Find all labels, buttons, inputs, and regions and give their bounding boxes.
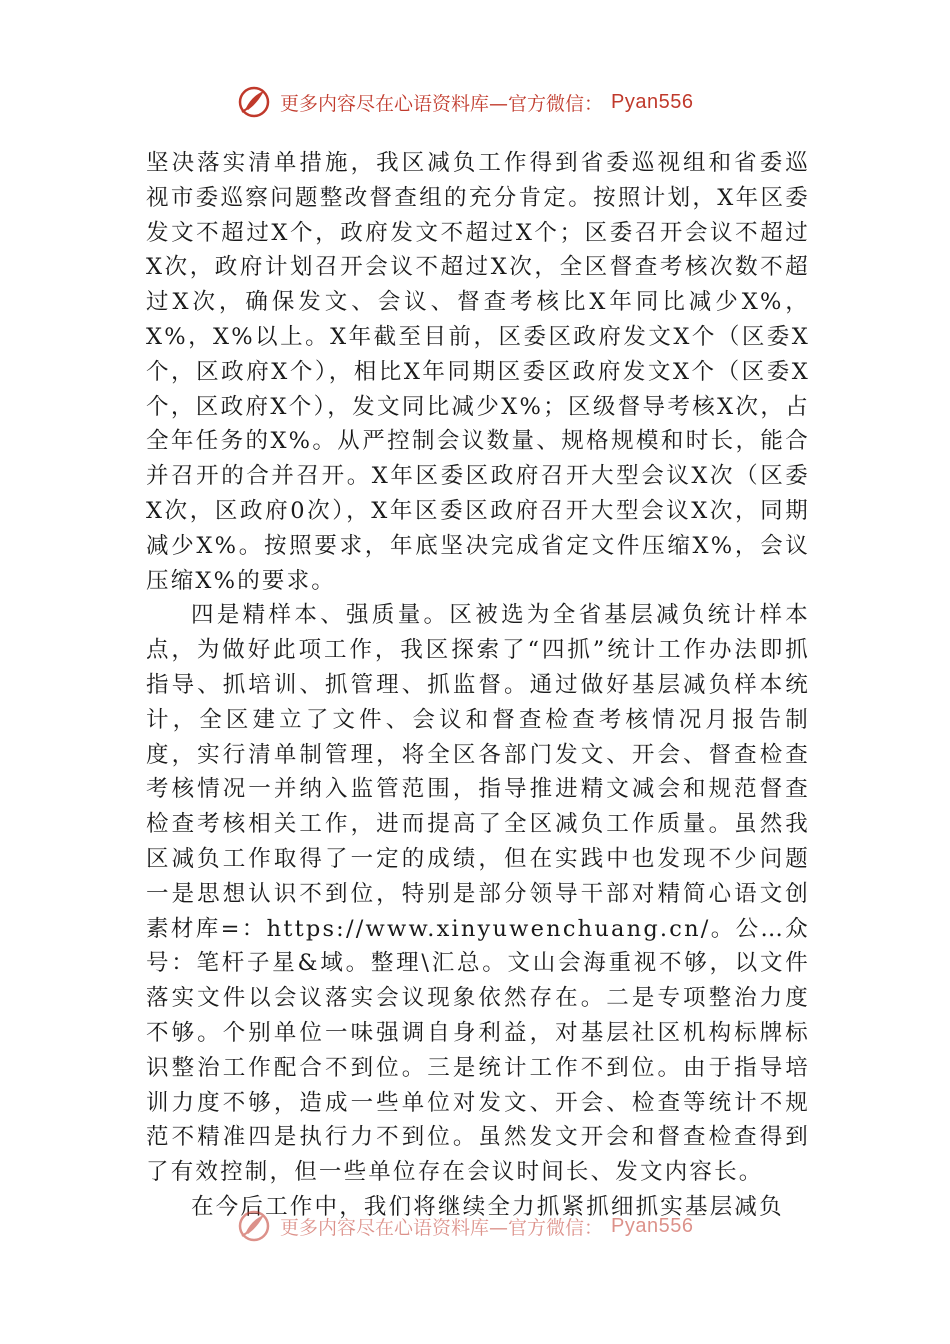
- header-wechat-id: Pyan556: [611, 90, 694, 113]
- paragraph-1: 坚决落实清单措施，我区减负工作得到省委巡视组和省委巡视市委巡察问题整改督查组的充分肯定。按照计划，X年区委发文不超过X个，政府发文不超过X个；区委召开会议不超过X次，政府计划召开会议不超过X次，全区督查考核次数不超过X次，确保发文、会议、督查考核比X年同比减少X%，X%，X%以上。X年截至目前，区委区政府发文X个（区委X个，区政府X个），相比X年同期区委区政府发文X个（区委X个，区政府X个），发文同比减少X%；区级督导考核X次，占全年任务的X%。从严控制会议数量、规格规模和时长，能合并召开的合并召开。X年区委区政府召开大型会议X次（区委X次，区政府0次），X年区委区政府召开大型会议X次，同期减少X%。按照要求，年底坚决完成省定文件压缩X%，会议压缩X%的要求。: [146, 150, 810, 594]
- paragraph-3: 在今后工作中，我们将继续全力抓紧抓细抓实基层减负: [191, 1193, 784, 1220]
- header-watermark: [236, 82, 693, 122]
- footer-watermark: [236, 1206, 693, 1246]
- document-body: [146, 146, 810, 1225]
- footer-wechat-id: Pyan556: [611, 1214, 694, 1237]
- header-site-text: 更多内容尽在心语资料库—官方微信：: [280, 92, 604, 115]
- paragraph-2: 四是精样本、强质量。区被选为全省基层减负统计样本点，为做好此项工作，我区探索了“四抓”统计工作办法即抓指导、抓培训、抓管理、抓监督。通过做好基层减负样本统计，全区建立了文件、会议和督查检查考核情况月报告制度，实行清单制管理，将全区各部门发文、开会、督查检查考核情况一并纳入监管范围，指导推进精文减会和规范督查检查考核相关工作，进而提高了全区减负工作质量。虽然我区减负工作取得了一定的成绩，但在实践中也发现不少问题一是思想认识不到位，特别是部分领导干部对精简心语文创素材库=：https://www.xinyuwenchuang.cn/。公…众号：笔杆子星&域。整理\汇总。文山会海重视不够，以文件落实文件以会议落实会议现象依然存在。二是专项整治力度不够。个别单位一味强调自身利益，对基层社区机构标牌标识整治工作配合不到位。三是统计工作不到位。由于指导培训力度不够，造成一些单位对发文、开会、检查等统计不规范不精准四是执行力不到位。虽然发文开会和督查检查得到了有效控制，但一些单位存在会议时间长、发文内容长。: [146, 602, 810, 1186]
- footer-site-text: 更多内容尽在心语资料库—官方微信：: [280, 1216, 604, 1239]
- brush-logo-icon: [236, 1208, 272, 1244]
- brush-logo-icon: [236, 84, 272, 120]
